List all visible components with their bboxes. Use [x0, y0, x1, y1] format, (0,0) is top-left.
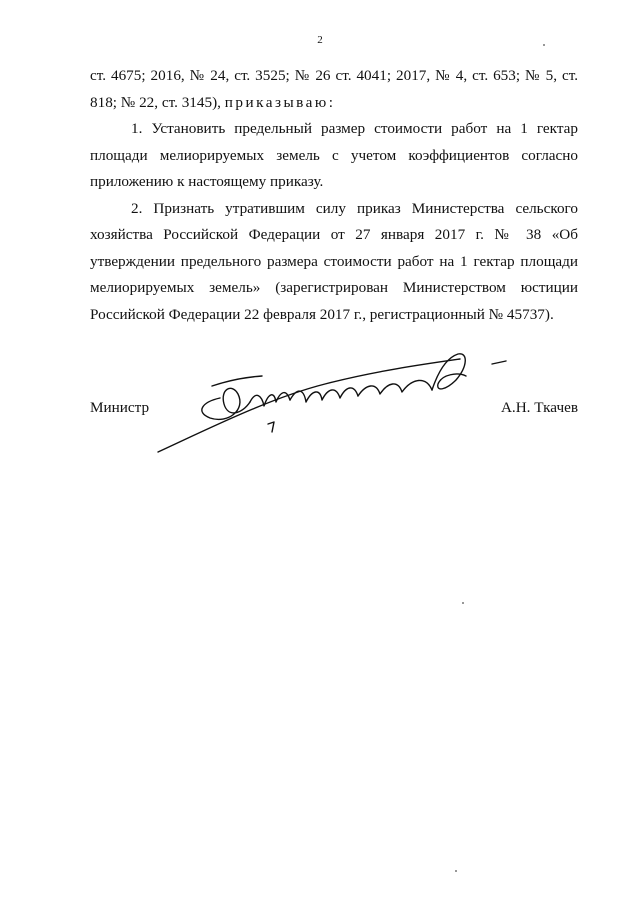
handwritten-signature: [150, 340, 530, 470]
order-word: приказываю:: [224, 93, 336, 111]
signatory-name: А.Н. Ткачев: [500, 399, 578, 416]
page-number: 2: [317, 34, 323, 46]
citation-text: ст. 4675; 2016, № 24, ст. 3525; № 26 ст. 4041; 2017, № 4, ст. 653; № 5, ст. 818; № 22, ст. 3145),: [90, 67, 578, 111]
paragraph-citations: [90, 63, 578, 116]
paragraph-item-1: 1. Установить предельный размер стоимости работ на 1 гектар площади мелиорируемых земель с учетом коэффициентов согласно приложению к настоящему приказу.: [90, 120, 578, 190]
paragraph-item-2: 2. Признать утратившим силу приказ Министерства сельского хозяйства Российской Федерации от 27 января 2017 г. № 38 «Об утверждении предельного размера стоимости работ на 1 гектар площади мелиорируемых земель» (зарегистрирован Министерством юстиции Российской Федерации 22 февраля 2017 г., регистрационный № 45737).: [90, 199, 578, 323]
scan-speck: [543, 44, 545, 46]
scan-speck: [462, 602, 464, 604]
signatory-title: Министр: [90, 399, 150, 416]
scan-speck: [455, 870, 457, 872]
document-body: [90, 63, 578, 328]
